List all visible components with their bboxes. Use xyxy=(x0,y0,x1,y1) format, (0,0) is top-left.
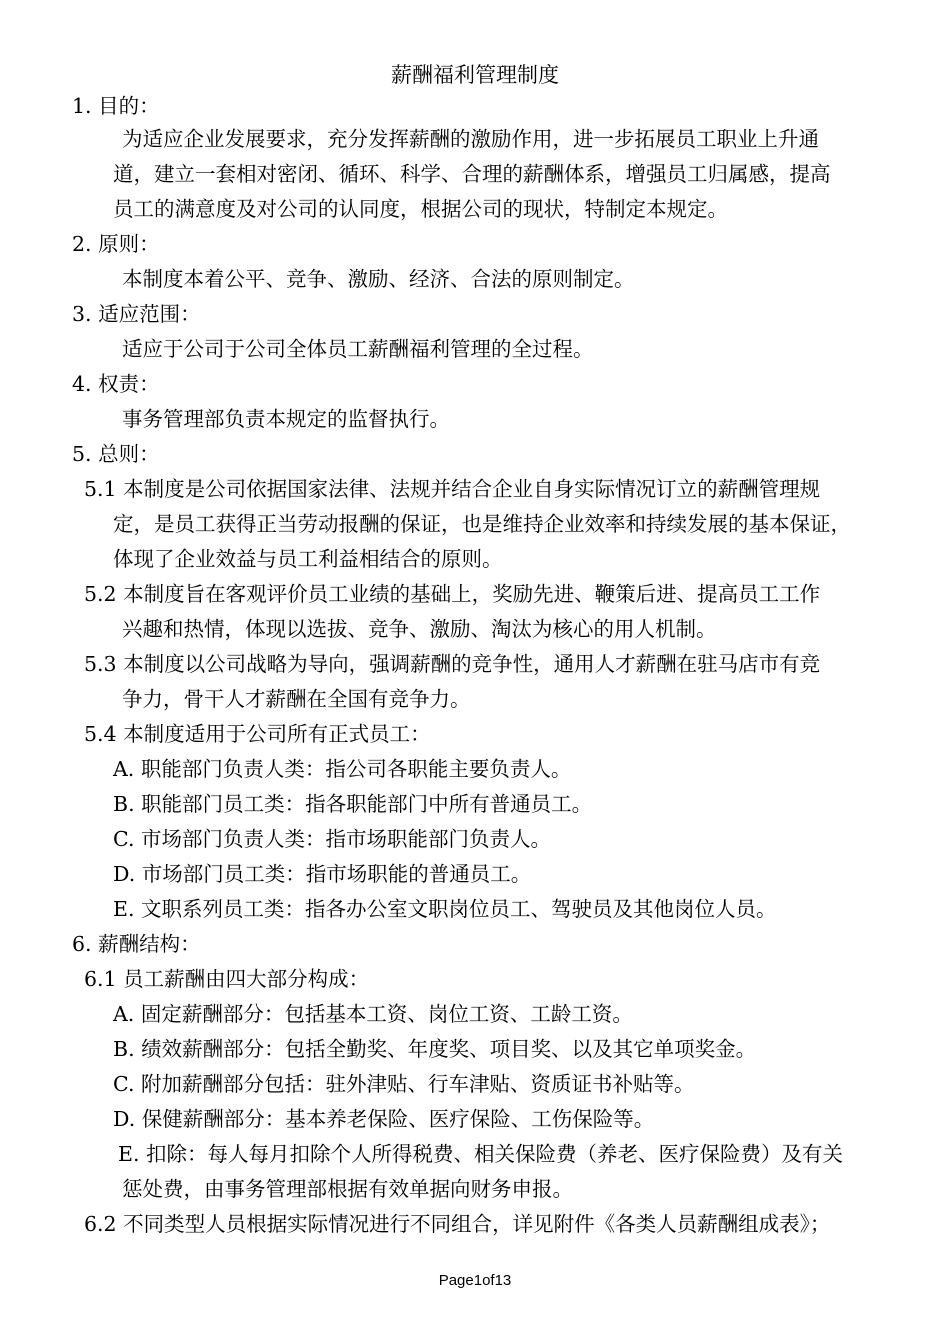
list-item: D. 市场部门员工类：指市场职能的普通员工。 xyxy=(113,862,532,886)
list-item: E. 扣除：每人每月扣除个人所得税费、相关保险费（养老、医疗保险费）及有关 xyxy=(118,1142,843,1166)
paragraph-line: 为适应企业发展要求，充分发挥薪酬的激励作用，进一步拓展员工职业上升通 xyxy=(122,127,819,151)
clause-5-2: 5.2 本制度旨在客观评价员工业绩的基础上，奖励先进、鞭策后进、提高员工工作 xyxy=(84,582,821,606)
clause-6-1: 6.1 员工薪酬由四大部分构成： xyxy=(84,967,370,991)
list-item: A. 职能部门负责人类：指公司各职能主要负责人。 xyxy=(113,757,572,781)
document-title: 薪酬福利管理制度 xyxy=(391,63,559,87)
paragraph-line: 兴趣和热情，体现以选拔、竞争、激励、淘汰为核心的用人机制。 xyxy=(122,617,717,641)
section-heading-scope: 3. 适应范围： xyxy=(72,302,201,326)
paragraph-line: 事务管理部负责本规定的监督执行。 xyxy=(122,407,450,431)
paragraph-line: 道，建立一套相对密闭、循环、科学、合理的薪酬体系，增强员工归属感，提高 xyxy=(113,162,831,186)
clause-5-1: 5.1 本制度是公司依据国家法律、法规并结合企业自身实际情况订立的薪酬管理规 xyxy=(84,477,821,501)
clause-5-4: 5.4 本制度适用于公司所有正式员工： xyxy=(84,722,431,746)
list-item: C. 附加薪酬部分包括：驻外津贴、行车津贴、资质证书补贴等。 xyxy=(113,1072,695,1096)
section-heading-purpose: 1. 目的： xyxy=(72,94,160,118)
paragraph-line: 争力，骨干人才薪酬在全国有竞争力。 xyxy=(122,687,471,711)
section-heading-general: 5. 总则： xyxy=(72,442,160,466)
clause-5-3: 5.3 本制度以公司战略为导向，强调薪酬的竞争性，通用人才薪酬在驻马店市有竞 xyxy=(84,652,821,676)
list-item: B. 绩效薪酬部分：包括全勤奖、年度奖、项目奖、以及其它单项奖金。 xyxy=(113,1037,757,1061)
clause-6-2: 6.2 不同类型人员根据实际情况进行不同组合，详见附件《各类人员薪酬组成表》； xyxy=(84,1212,831,1236)
paragraph-line: 惩处费，由事务管理部根据有效单据向财务申报。 xyxy=(122,1177,573,1201)
paragraph-line: 员工的满意度及对公司的认同度，根据公司的现状，特制定本规定。 xyxy=(113,197,728,221)
list-item: D. 保健薪酬部分：基本养老保险、医疗保险、工伤保险等。 xyxy=(113,1107,655,1131)
paragraph-line: 本制度本着公平、竞争、激励、经济、合法的原则制定。 xyxy=(122,267,635,291)
list-item: B. 职能部门员工类：指各职能部门中所有普通员工。 xyxy=(113,792,593,816)
section-heading-responsibility: 4. 权责： xyxy=(72,372,160,396)
section-heading-principle: 2. 原则： xyxy=(72,232,160,256)
page-footer: Page1of13 xyxy=(438,1272,512,1289)
paragraph-line: 体现了企业效益与员工利益相结合的原则。 xyxy=(113,547,503,571)
list-item: C. 市场部门负责人类：指市场职能部门负责人。 xyxy=(113,827,551,851)
list-item: A. 固定薪酬部分：包括基本工资、岗位工资、工龄工资。 xyxy=(113,1002,633,1026)
paragraph-line: 定，是员工获得正当劳动报酬的保证，也是维持企业效率和持续发展的基本保证， xyxy=(113,512,851,536)
section-heading-salary-structure: 6. 薪酬结构： xyxy=(72,932,201,956)
paragraph-line: 适应于公司于公司全体员工薪酬福利管理的全过程。 xyxy=(122,337,594,361)
list-item: E. 文职系列员工类：指各办公室文职岗位员工、驾驶员及其他岗位人员。 xyxy=(113,897,777,921)
